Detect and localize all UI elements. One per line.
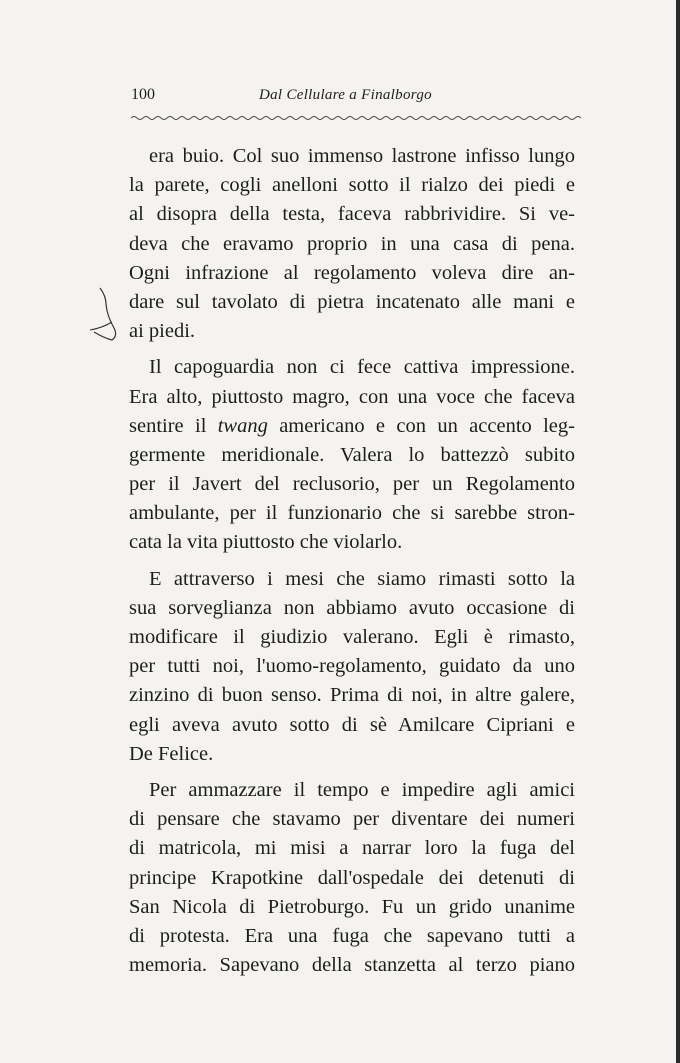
text-line: deva che eravamo proprio in una casa di pena. — [129, 232, 575, 255]
running-header — [131, 86, 576, 112]
text-line: modificare il giudizio valerano. Egli è rimasto, — [129, 626, 575, 648]
paragraph-gap — [129, 346, 575, 353]
body-text — [129, 142, 575, 980]
text-line: Ogni infrazione al regolamento voleva dire an- — [129, 261, 575, 284]
text-line: memoria. Sapevano della stanzetta al terzo piano — [129, 954, 575, 977]
text-line: egli aveva avuto sotto di sè Amilcare Cipriani e — [129, 713, 575, 736]
wavy-rule — [131, 114, 581, 122]
text-line: al disopra della testa, faceva rabbrividire. Si ve- — [129, 203, 575, 226]
text-segment: sentire il — [129, 414, 218, 437]
text-line: di protesta. Era una fuga che sapevano tutti a — [129, 924, 575, 947]
text-line: E attraverso i mesi che siamo rimasti sotto la — [149, 567, 575, 590]
text-line: sua sorveglianza non abbiamo avuto occasione di — [129, 596, 575, 619]
margin-pencil-mark — [86, 286, 126, 344]
text-line: cata la vita piuttosto che violarlo. — [129, 531, 403, 554]
text-line: ambulante, per il funzionario che si sarebbe stron- — [129, 502, 575, 525]
paragraph — [129, 142, 575, 346]
text-line: per tutti noi, l'uomo-regolamento, guidato da uno — [129, 655, 575, 678]
text-line: dare sul tavolato di pietra incatenato alle mani e — [129, 290, 575, 313]
paragraph-gap — [129, 769, 575, 776]
text-line: principe Krapotkine dall'ospedale dei detenuti di — [129, 866, 575, 889]
text-line: De Felice. — [129, 742, 214, 765]
text-line: di matricola, mi misi a narrar loro la fuga del — [129, 837, 575, 860]
text-line: Il capoguardia non ci fece cattiva impressione. — [149, 356, 575, 379]
text-line — [129, 412, 575, 441]
text-line: Era alto, piuttosto magro, con una voce che faceva — [129, 385, 575, 408]
text-line: per il Javert del reclusorio, per un Regolamento — [129, 473, 575, 496]
text-line: ai piedi. — [129, 320, 196, 343]
text-line: la parete, cogli anelloni sotto il rialzo dei piedi e — [129, 174, 575, 197]
page-edge — [676, 0, 680, 1063]
text-line: Per ammazzare il tempo e impedire agli amici — [149, 778, 575, 801]
text-line: San Nicola di Pietroburgo. Fu un grido unanime — [129, 895, 575, 918]
text-line: germente meridionale. Valera lo battezzò subito — [129, 443, 575, 466]
paragraph — [129, 776, 575, 980]
running-title: Dal Cellulare a Finalborgo — [259, 87, 432, 103]
paragraph — [129, 565, 575, 769]
italic-word: twang — [217, 414, 268, 437]
text-line: era buio. Col suo immenso lastrone infisso lungo — [149, 145, 575, 167]
paragraph-gap — [129, 558, 575, 565]
text-line: zinzino di buon senso. Prima di noi, in altre galere, — [129, 684, 575, 707]
page-number: 100 — [131, 86, 155, 103]
text-line: di pensare che stavamo per diventare dei numeri — [129, 808, 575, 831]
text-segment: americano e con un accento leg- — [267, 414, 575, 437]
paragraph — [129, 353, 575, 557]
